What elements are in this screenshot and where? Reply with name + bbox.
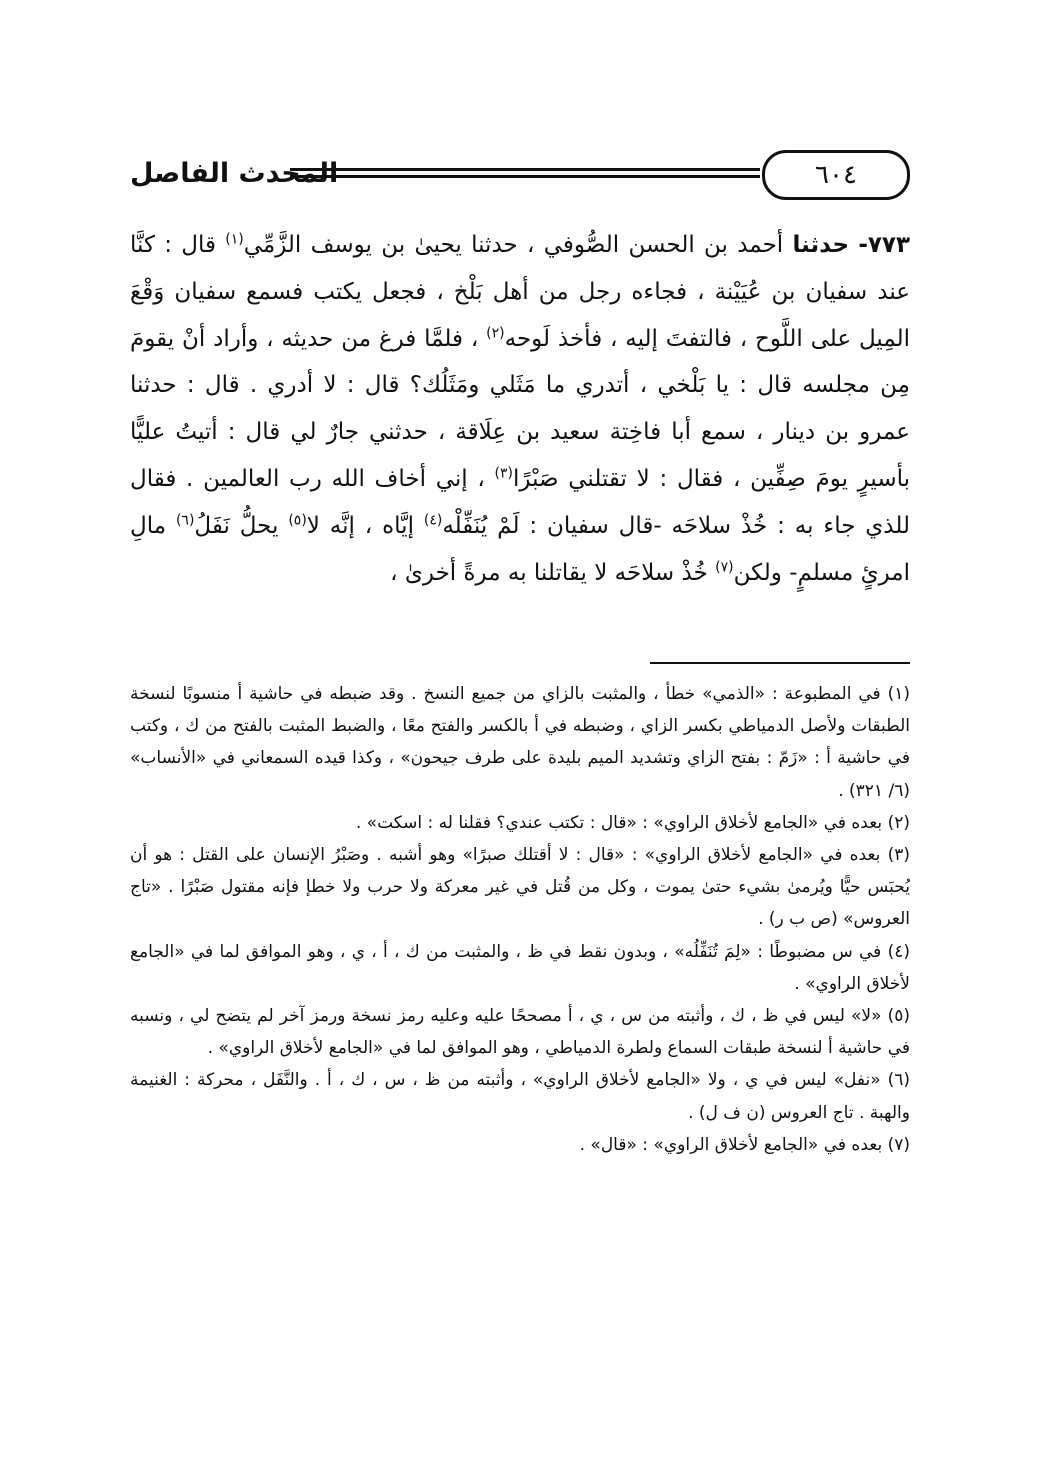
footnote-number: (٥) (887, 1006, 911, 1027)
footnote-separator (650, 662, 910, 664)
footnote-text: بعده في «الجامع لأخلاق الراوي» : «قال» . (579, 1134, 883, 1155)
footnote (130, 1000, 910, 1064)
footnote (130, 839, 910, 936)
footnotes (130, 678, 910, 1161)
text-segment: يحلُّ نَفَلُ (194, 512, 279, 539)
footnote-ref[interactable]: (٧) (715, 558, 734, 575)
footnote-ref[interactable]: (١) (225, 231, 244, 248)
text-segment: أحمد بن الحسن الصُّوفي ، حدثنا يحيىٰ بن يوسف الزَّمِّي (243, 232, 784, 258)
hadith-text (130, 222, 910, 596)
footnote-ref[interactable]: (٢) (486, 324, 505, 341)
footnote (130, 936, 910, 1000)
footnote-text: بعده في «الجامع لأخلاق الراوي» : «قال : لا أقتلك صبرًا» وهو أشبه . وصَبْرُ الإنسان على القتل : هو أن يُحبَس حيًّا ويُرمىٰ بشيء حتىٰ يموت ، وكل من قُتل في غير معركة ولا حرب ولا خطإ فإنه مقتول صَبْرًا . «تاج العروس» (ص ب ر) . (130, 845, 910, 930)
footnote (130, 807, 910, 839)
footnote-number: (٣) (887, 845, 910, 866)
footnote-number: (٧) (887, 1134, 910, 1155)
text-segment: خُذْ سلاحَه لا يقاتلنا به مرةً أخرىٰ ، (390, 559, 708, 586)
footnote-text: «نفل» ليس في ي ، ولا «الجامع لأخلاق الراوي» ، وأثبته من ظ ، س ، ك ، أ . والنَّفَل ، محركة : الغنيمة والهبة . تاج العروس (ن ف ل) . (130, 1070, 910, 1123)
footnote-text: بعده في «الجامع لأخلاق الراوي» : «قال : تكتب عندي؟ فقلنا له : اسكت» . (355, 812, 883, 833)
footnote (130, 678, 910, 807)
page-header (130, 150, 910, 202)
text-segment: إيَّاه ، إنَّه لا (306, 512, 414, 539)
text-segment: ، إني أخاف الله رب العالمين . فقال للذي جاء به : خُذْ سلاحَه -قال سفيان : لَمْ يُنَفِّلْه (130, 465, 910, 539)
footnote-ref[interactable]: (٣) (494, 465, 513, 482)
header-rule-top (290, 168, 760, 171)
header-double-rule (290, 168, 760, 178)
footnote-ref[interactable]: (٦) (175, 512, 195, 529)
footnote-ref[interactable]: (٥) (288, 512, 307, 529)
hadith-number: ٧٧٣- (858, 232, 910, 258)
footnote-number: (٦) (887, 1070, 911, 1091)
footnote-ref[interactable]: (٤) (423, 512, 443, 529)
footnote-number: (٤) (887, 941, 910, 962)
footnote (130, 1129, 910, 1161)
hadith-opening-word: حدثنا (792, 232, 850, 258)
footnote-number: (١) (887, 684, 910, 704)
footnote-text: «لا» ليس في ظ ، ك ، وأثبته من س ، ي ، أ مصححًا عليه وعليه رمز نسخة ورمز آخر لم يتضح لي ، ونسبه في حاشية أ لنسخة طبقات السماع ولطرة الدمياطي ، وهو الموافق لما في «الجامع لأخلاق الراوي» . (130, 1006, 910, 1059)
footnote-text: في المطبوعة : «الذمي» خطأ ، والمثبت بالزاي من جميع النسخ . وقد ضبطه في حاشية أ منسوبًا لنسخة الطبقات ولأصل الدمياطي بكسر الزاي ، وضبطه في أ بالكسر والفتح معًا ، والضبط المثبت بالفتح من ك ، وكتب في حاشية أ : «زَمّ : بفتح الزاي وتشديد الميم بليدة على طرف جيحون» ، وكذا قيده السمعاني في «الأنساب» (٦/ ٣٢١) . (130, 684, 910, 801)
footnote (130, 1064, 910, 1128)
footnote-text: في س مضبوطًا : «لِمَ تُنَفِّلُه» ، وبدون نقط في ظ ، والمثبت من ك ، أ ، ي ، وهو الموافق لما في «الجامع لأخلاق الراوي» . (130, 941, 910, 994)
text-segment: مالِ امرئٍ مسلمٍ- ولكن (130, 512, 910, 586)
text-segment: ، فلمَّا فرغ من حديثه ، وأراد أنْ يقومَ مِن مجلسه قال : يا بَلْخي ، أتدري ما مَثَلي ومَثَلُك؟ قال : لا أدري . قال : حدثنا عمرو بن دينار ، سمع أبا فاخِتة سعيد بن عِلَاقة ، حدثني جارٌ لي قال : أتيتُ عليًّا بأسيرٍ يومَ صِفِّين ، فقال : لا تقتلني صَبْرًا (130, 325, 910, 492)
page-number-badge: ٦٠٤ (762, 150, 910, 200)
header-rule-bottom (290, 175, 760, 178)
footnote-number: (٢) (887, 812, 910, 833)
book-title: المحدث الفاصل (130, 158, 339, 189)
text-segment: قال : كنَّا عند سفيان بن عُيَيْنة ، فجاءه رجل من أهل بَلْخ ، فجعل يكتب فسمع سفيان وَقْعَ المِيل على اللَّوح ، فالتفتَ إليه ، فأخذ لَوحه (130, 232, 911, 352)
